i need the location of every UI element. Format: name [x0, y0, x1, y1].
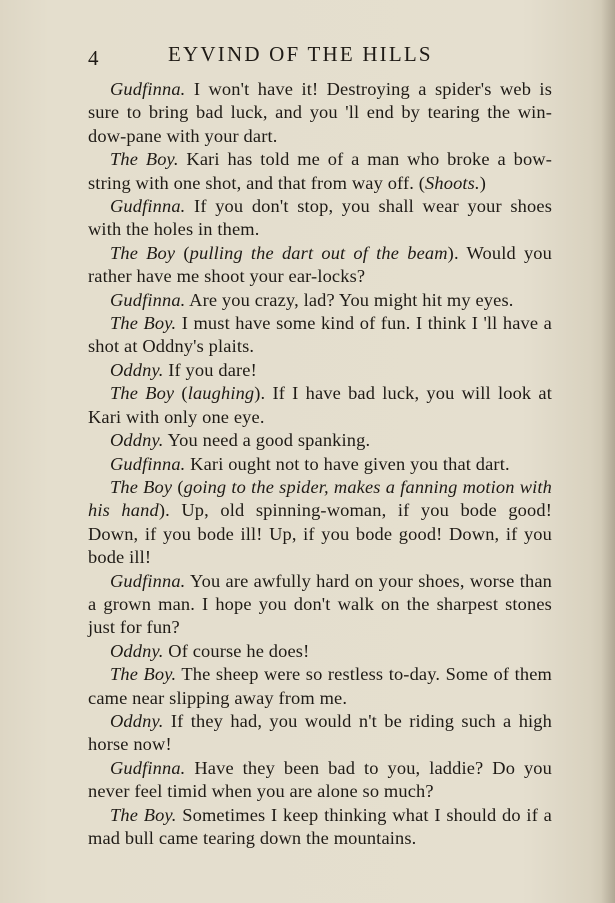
- dialogue-paragraph: [88, 289, 552, 312]
- page-edge-shadow: [601, 0, 615, 903]
- dialogue-paragraph: [88, 429, 552, 452]
- speaker-name: The Boy: [110, 476, 173, 497]
- dialogue-text: I must have some kind of fun. I think I 'll have a shot at Oddny's plaits.: [88, 313, 552, 357]
- speaker-name: The Boy.: [110, 664, 177, 685]
- speaker-name: Gudfinna.: [110, 289, 186, 310]
- dialogue-text: The sheep were so restless to-day. Some of them came near slipping away from me.: [88, 664, 552, 708]
- stage-direction: pulling the dart out of the beam: [189, 242, 448, 263]
- dialogue-paragraph: [88, 476, 552, 570]
- dialogue-paragraph: [88, 148, 552, 195]
- running-title: EYVIND OF THE HILLS: [168, 42, 433, 66]
- speaker-name: Oddny.: [110, 430, 164, 451]
- dialogue-text: If you don't stop, you shall wear your shoes with the holes in them.: [88, 196, 552, 240]
- dialogue-paragraph: [88, 195, 552, 242]
- speaker-name: The Boy: [110, 383, 175, 404]
- dialogue-paragraph: [88, 640, 552, 663]
- speaker-name: Oddny.: [110, 359, 164, 380]
- dialogue-paragraph: [88, 710, 552, 757]
- play-text: [88, 78, 552, 850]
- dialogue-text: Have they been bad to you, laddie? Do you never feel timid when you are alone so much?: [88, 757, 552, 802]
- speaker-name: Gudfinna.: [110, 757, 186, 778]
- dialogue-paragraph: [88, 570, 552, 640]
- dialogue-text: (: [172, 476, 184, 497]
- dialogue-text: You are awfully hard on your shoes, worse than a grown man. I hope you don't walk on the sharpest stones just for fun?: [88, 570, 552, 638]
- dialogue-text-after: ). If I have bad luck, you will look at Kari with only one eye.: [88, 383, 552, 427]
- dialogue-text: Are you crazy, lad? You might hit my eyes.: [185, 289, 514, 310]
- speaker-name: Gudfinna.: [110, 453, 186, 474]
- dialogue-text-after: ): [479, 172, 487, 193]
- dialogue-text: Kari ought not to have given you that dart.: [185, 453, 510, 474]
- dialogue-text: You need a good spanking.: [163, 430, 371, 451]
- dialogue-paragraph: [88, 663, 552, 710]
- stage-direction: laughing: [187, 383, 255, 404]
- dialogue-paragraph: [88, 453, 552, 476]
- speaker-name: Gudfinna.: [110, 196, 186, 217]
- dialogue-paragraph: [88, 78, 552, 148]
- dialogue-text: I won't have it! Destroying a spider's web is sure to bring bad luck, and you 'll end by tearing the win-dow-pane with your dart.: [88, 79, 552, 146]
- page-header: [88, 40, 558, 70]
- speaker-name: Oddny.: [110, 710, 164, 731]
- dialogue-paragraph: [88, 312, 552, 359]
- dialogue-text: If you dare!: [163, 359, 257, 380]
- speaker-name: The Boy.: [110, 313, 177, 334]
- dialogue-text: Sometimes I keep thinking what I should do if a mad bull came tearing down the mountains.: [88, 804, 552, 848]
- speaker-name: Oddny.: [110, 640, 164, 661]
- dialogue-text: (: [174, 383, 188, 404]
- dialogue-text-after: ). Up, old spinning-woman, if you bode good! Down, if you bode ill! Up, if you bode good! Down, if you bode ill!: [88, 500, 552, 568]
- speaker-name: Gudfinna.: [110, 570, 186, 591]
- dialogue-paragraph: [88, 242, 552, 289]
- dialogue-paragraph: [88, 359, 552, 382]
- speaker-name: The Boy.: [110, 804, 177, 825]
- stage-direction: going to the spider, makes a fanning motion with his hand: [88, 476, 552, 521]
- dialogue-text: If they had, you would n't be riding such a high horse now!: [88, 710, 552, 755]
- dialogue-paragraph: [88, 382, 552, 429]
- page-number: 4: [88, 46, 99, 70]
- speaker-name: Gudfinna.: [110, 79, 186, 99]
- stage-direction: Shoots.: [425, 172, 480, 193]
- dialogue-paragraph: [88, 804, 552, 851]
- dialogue-paragraph: [88, 757, 552, 804]
- dialogue-text: Of course he does!: [163, 640, 310, 661]
- speaker-name: The Boy: [110, 242, 176, 263]
- dialogue-text: (: [175, 242, 190, 263]
- speaker-name: The Boy.: [110, 149, 179, 170]
- dialogue-text-after: ). Would you rather have me shoot your ear-locks?: [88, 242, 552, 287]
- dialogue-text: Kari has told me of a man who broke a bow-string with one shot, and that from way off. (: [88, 149, 552, 193]
